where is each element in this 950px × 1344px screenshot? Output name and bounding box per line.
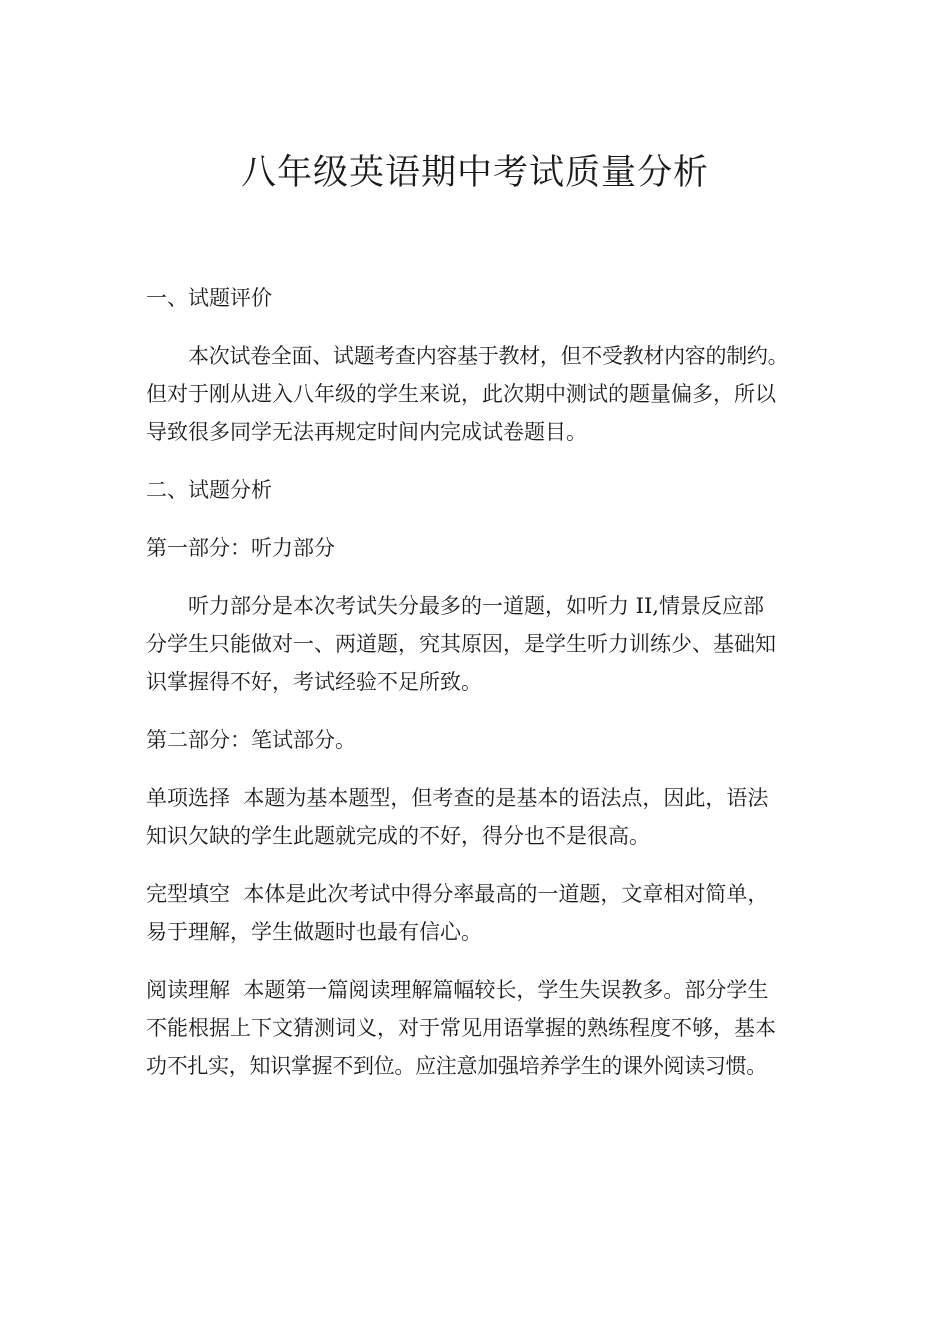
- paragraph-line: 听力部分是本次考试失分最多的一道题，如听力 II,情景反应部: [188, 594, 764, 618]
- paragraph-line: 易于理解，学生做题时也最有信心。: [146, 920, 482, 944]
- heading-line: 一、试题评价: [146, 286, 272, 310]
- paragraph-line: 本次试卷全面、试题考查内容基于教材，但不受教材内容的制约。: [188, 344, 789, 368]
- paragraph-line: 分学生只能做对一、两道题，究其原因，是学生听力训练少、基础知: [146, 632, 776, 656]
- heading-line: 第二部分：笔试部分。: [146, 728, 356, 752]
- paragraph-listening: [146, 587, 810, 701]
- paragraph-cloze: [146, 875, 810, 951]
- paragraph-line: 知识欠缺的学生此题就完成的不好，得分也不是很高。: [146, 824, 650, 848]
- paragraph-line: 阅读理解 本题第一篇阅读理解篇幅较长，学生失误教多。部分学生: [146, 978, 769, 1002]
- subsection-heading-written: [146, 721, 810, 759]
- paragraph-line: 功不扎实，知识掌握不到位。应注意加强培养学生的课外阅读习惯。: [146, 1054, 767, 1078]
- subsection-heading-listening: [146, 529, 810, 567]
- paragraph-evaluation: [146, 337, 810, 451]
- heading-line: 二、试题分析: [146, 478, 272, 502]
- paragraph-line: 导致很多同学无法再规定时间内完成试卷题目。: [146, 420, 587, 444]
- paragraph-reading: [146, 971, 810, 1085]
- document-title: 八年级英语期中考试质量分析: [240, 153, 709, 193]
- paragraph-line: 单项选择 本题为基本题型，但考查的是基本的语法点，因此，语法: [146, 786, 769, 810]
- paragraph-single-choice: [146, 779, 810, 855]
- paragraph-line: 但对于刚从进入八年级的学生来说，此次期中测试的题量偏多，所以: [146, 382, 776, 406]
- paragraph-line: 识掌握得不好，考试经验不足所致。: [146, 670, 482, 694]
- paragraph-line: 不能根据上下文猜测词义，对于常见用语掌握的熟练程度不够，基本: [146, 1016, 776, 1040]
- document-body: [146, 279, 810, 1105]
- paragraph-line: 完型填空 本体是此次考试中得分率最高的一道题，文章相对简单，: [146, 882, 769, 906]
- heading-line: 第一部分：听力部分: [146, 536, 335, 560]
- section-heading-analysis: [146, 471, 810, 509]
- section-heading-evaluation: [146, 279, 810, 317]
